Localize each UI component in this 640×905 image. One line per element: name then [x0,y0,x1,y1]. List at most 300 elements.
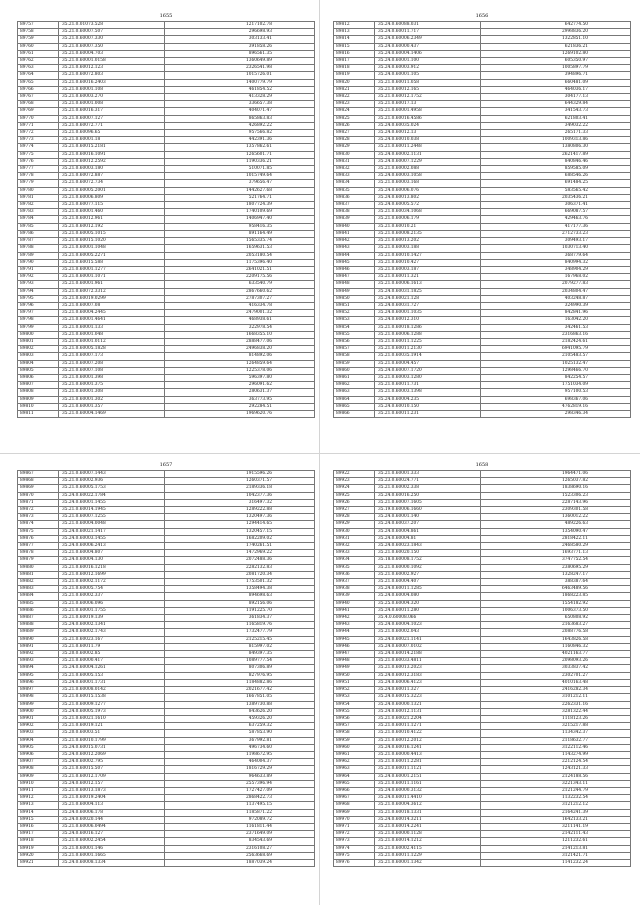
table-row [18,701,315,708]
record-id-cell: 89956 [334,715,375,722]
cadastral-number-cell: 35.21.0.60034.1068 [375,209,481,216]
cadastral-number-cell: 35.24.0.60014.2188 [375,651,481,658]
cadastral-number-cell: 35.21.0.60007.1443 [59,471,165,478]
cadastral-value-cell: 807306.89 [165,665,315,672]
cadastral-number-cell: 35.21.0.60035.1914 [375,353,481,360]
cadastral-number-cell: 35.24.0.60003.1455 [59,535,165,542]
record-id-cell: 89889 [18,629,59,636]
table-row [334,845,631,852]
table-row [334,58,631,65]
cadastral-value-cell: 896561.35 [165,50,315,57]
cadastral-value-cell: 1400779.79 [165,79,315,86]
data-table [17,470,315,867]
cadastral-number-cell: 35.24.0.60002.1743 [59,629,165,636]
cadastral-number-cell: 35.21.0.60014.1212 [375,838,481,845]
record-id-cell: 89884 [18,593,59,600]
record-id-cell: 89801 [18,338,59,345]
cadastral-number-cell: 35.21.0.60002.2454 [59,838,165,845]
table-row [18,209,315,216]
cadastral-number-cell: 35.21.0.60077.115 [59,202,165,209]
cadastral-value-cell: 391858.26 [165,43,315,50]
table-row [18,151,315,158]
cadastral-number-cell: 35.24.0.60012.13 [375,130,481,137]
cadastral-number-cell: 35.21.0.60011.058 [375,79,481,86]
record-id-cell: 89760 [18,43,59,50]
cadastral-value-cell: 6463489.56 [481,586,631,593]
table-row [334,687,631,694]
cadastral-number-cell: 35.24.0.60035.024 [375,122,481,129]
record-id-cell: 89880 [18,564,59,571]
record-id-cell: 89885 [18,600,59,607]
table-row [334,252,631,259]
cadastral-value-cell: 583565.42 [481,187,631,194]
cadastral-value-cell: 379656.47 [165,180,315,187]
record-id-cell: 89832 [334,166,375,173]
table-row [334,607,631,614]
cadastral-number-cell: 35.24.0.60006.076 [375,187,481,194]
cadastral-value-cell: 2212124.54 [481,759,631,766]
cadastral-value-cell: 2496838.20 [165,346,315,353]
cadastral-value-cell: 341543.73 [481,108,631,115]
cadastral-number-cell: 35.21.0.60008.2135 [375,230,481,237]
cadastral-value-cell: 1137495.15 [165,802,315,809]
cadastral-number-cell: 35.21.0.60002.338 [375,485,481,492]
record-id-cell: 89844 [334,252,375,259]
table-row [334,478,631,485]
table-row [18,274,315,281]
record-id-cell: 89809 [18,396,59,403]
cadastral-number-cell: 35.21.0.60007.507 [59,29,165,36]
table-row [18,302,315,309]
cadastral-number-cell: 35.24.0.60004.235 [375,396,481,403]
record-id-cell: 89766 [18,86,59,93]
record-id-cell: 89959 [334,737,375,744]
cadastral-value-cell: 2105483.57 [481,353,631,360]
table-row [334,744,631,751]
table-row [18,687,315,694]
cadastral-value-cell: 1265601.71 [165,151,315,158]
table-row [334,600,631,607]
cadastral-number-cell: 35.21.0.60016.4586 [375,115,481,122]
cadastral-value-cell: 348904.29 [481,266,631,273]
cadastral-number-cell: 35.24.0.60011.280 [375,607,481,614]
table-row [18,144,315,151]
record-id-cell: 89777 [18,166,59,173]
record-id-cell: 89852 [334,310,375,317]
table-row [18,564,315,571]
record-id-cell: 89934 [334,557,375,564]
cadastral-value-cell: 167968.02 [481,274,631,281]
cadastral-number-cell: 35.24.0.60011.717 [375,29,481,36]
record-id-cell: 89765 [18,79,59,86]
cadastral-number-cell: 35.21.0.60006.809 [59,194,165,201]
table-row [18,622,315,629]
table-row [18,36,315,43]
table-row [334,144,631,151]
cadastral-number-cell: 35.21.0.60005.2271 [59,252,165,259]
record-id-cell: 89976 [334,859,375,866]
record-id-cell: 89915 [18,816,59,823]
table-row [18,22,315,29]
record-id-cell: 89967 [334,795,375,802]
cadastral-value-cell: 843626.20 [165,708,315,715]
cadastral-number-cell: 35.21.0.60001.18 [59,137,165,144]
table-row [18,331,315,338]
record-id-cell: 89911 [18,787,59,794]
table-row [18,579,315,586]
cadastral-number-cell: 35.24.0.60008.1334 [59,859,165,866]
record-id-cell: 89850 [334,295,375,302]
record-id-cell: 89757 [18,22,59,29]
cadastral-value-cell: 605350.97 [481,58,631,65]
table-row [18,360,315,367]
table-row [18,471,315,478]
table-row [334,730,631,737]
cadastral-value-cell: 827976.95 [165,672,315,679]
cadastral-value-cell: 964633.89 [165,773,315,780]
table-row [18,600,315,607]
cadastral-number-cell: 35.21.0.60011.321 [375,274,481,281]
record-id-cell: 89808 [18,389,59,396]
cadastral-value-cell: 621803.41 [481,115,631,122]
table-row [18,43,315,50]
table-row [18,288,315,295]
record-id-cell: 89912 [18,795,59,802]
cadastral-number-cell: 35.24.0.60021.1141 [375,636,481,643]
cadastral-value-cell: 309493.17 [481,238,631,245]
cadastral-number-cell: 35.24.0.60012.310 [375,317,481,324]
cadastral-number-cell: 35.21.0.60004.407 [375,579,481,586]
cadastral-value-cell: 2189336.18 [165,485,315,492]
cadastral-value-cell: 1740109.69 [165,209,315,216]
table-row [334,615,631,622]
cadastral-value-cell: 2034804.47 [481,288,631,295]
cadastral-value-cell: 1554182.92 [481,600,631,607]
cadastral-number-cell: 35.24.0.60004.1261 [59,665,165,672]
cadastral-value-cell: 2262331.16 [481,701,631,708]
cadastral-value-cell: 2287143.96 [481,499,631,506]
record-id-cell: 89758 [18,29,59,36]
table-row [18,252,315,259]
cadastral-number-cell: 35.21.0.60021.1610 [59,715,165,722]
cadastral-number-cell: 35.21.0.60019.139 [59,615,165,622]
cadastral-number-cell: 35.21.0.60011.1229 [375,852,481,859]
cadastral-number-cell: 35.21.0.60007.208 [59,360,165,367]
cadastral-value-cell: 304177.13 [481,94,631,101]
cadastral-value-cell: 2712733.23 [481,230,631,237]
table-row [18,115,315,122]
cadastral-value-cell: 840846.46 [481,158,631,165]
record-id-cell: 89968 [334,802,375,809]
table-row [334,514,631,521]
cadastral-number-cell: 35.21.0.60011.2448 [375,144,481,151]
cadastral-value-cell: 459326.20 [165,715,315,722]
page-number: 1656 [475,13,489,19]
cadastral-value-cell: 1354090.47 [481,528,631,535]
record-id-cell: 89929 [334,521,375,528]
cadastral-number-cell: 35.24.0.60011.4410 [375,795,481,802]
record-id-cell: 89854 [334,324,375,331]
record-id-cell: 89952 [334,687,375,694]
cadastral-value-cell: 1143274.99 [481,751,631,758]
cadastral-number-cell: 35.21.0.60004.113 [59,802,165,809]
table-row [18,122,315,129]
cadastral-value-cell: 403248.87 [481,295,631,302]
cadastral-value-cell: 587853.90 [165,730,315,737]
table-row [334,230,631,237]
cadastral-value-cell: 633540.79 [165,281,315,288]
cadastral-number-cell: 35.24.0.60001.1455 [59,499,165,506]
cadastral-value-cell: 2121244.79 [481,787,631,794]
record-id-cell: 89811 [18,410,59,417]
table-row [334,166,631,173]
record-id-cell: 89895 [18,672,59,679]
cadastral-value-cell: 1260371.57 [165,478,315,485]
cadastral-value-cell: 3747752.54 [481,557,631,564]
record-id-cell: 89930 [334,528,375,535]
cadastral-number-cell: 35.21.0.60011.1225 [375,338,481,345]
cadastral-number-cell: 35.24.0.60016.250 [375,492,481,499]
record-id-cell: 89791 [18,266,59,273]
record-id-cell: 89920 [18,852,59,859]
table-row [334,403,631,410]
cadastral-number-cell: 35.21.0.60007.108 [59,367,165,374]
cadastral-value-cell: 1322851.10 [481,36,631,43]
record-id-cell: 89842 [334,238,375,245]
record-id-cell: 89947 [334,651,375,658]
table-row [18,492,315,499]
record-id-cell: 89957 [334,723,375,730]
cadastral-value-cell: 1005897.79 [481,65,631,72]
record-id-cell: 89954 [334,701,375,708]
cadastral-number-cell: 35.21.0.60001.961 [59,281,165,288]
cadastral-number-cell: 35.24.0.60001.1731 [59,679,165,686]
cadastral-number-cell: 35.24.0.60021.128 [375,295,481,302]
cadastral-number-cell: 35.21.0.60005.2001 [59,187,165,194]
table-row [334,701,631,708]
page-top-right [333,12,631,418]
cadastral-value-cell: 1198672.95 [165,751,315,758]
record-id-cell: 89942 [334,615,375,622]
cadastral-value-cell: 1565335.74 [165,238,315,245]
cadastral-value-cell: 2021677.42 [165,687,315,694]
record-id-cell: 89904 [18,737,59,744]
record-id-cell: 89887 [18,615,59,622]
record-id-cell: 89800 [18,331,59,338]
record-id-cell: 89963 [334,766,375,773]
cadastral-number-cell: 35.24.0.60004.1023 [375,622,481,629]
table-row [334,852,631,859]
table-row [334,101,631,108]
cadastral-number-cell: 35.21.0.60004.3612 [375,802,481,809]
record-id-cell: 89827 [334,130,375,137]
table-row [18,72,315,79]
record-id-cell: 89863 [334,389,375,396]
cadastral-number-cell: 35.21.0.60003.1280 [375,374,481,381]
record-id-cell: 89972 [334,831,375,838]
cadastral-value-cell: 2282132.83 [165,564,315,571]
table-row [18,403,315,410]
cadastral-value-cell: 521764.71 [165,194,315,201]
table-row [334,780,631,787]
cadastral-value-cell: 1360649.89 [165,58,315,65]
cadastral-number-cell: 35.24.0.60012.1131 [375,708,481,715]
table-row [334,216,631,223]
cadastral-number-cell: 35.21.0.60008.0142 [59,687,165,694]
record-id-cell: 89919 [18,845,59,852]
cadastral-number-cell: 35.21.0.60014.2241 [375,823,481,830]
cadastral-number-cell: 35.21.0.60001.4958 [375,108,481,115]
cadastral-number-cell: 35.21.0.60015.1020 [59,238,165,245]
table-row [18,310,315,317]
cadastral-value-cell: 865863.83 [165,115,315,122]
cadastral-value-cell: 1887039.24 [165,859,315,866]
record-id-cell: 89871 [18,499,59,506]
record-id-cell: 89820 [334,79,375,86]
cadastral-value-cell: 1118123.26 [481,715,631,722]
table-row [334,579,631,586]
table-row [18,744,315,751]
cadastral-value-cell: 388387.64 [481,579,631,586]
cadastral-number-cell: 35.21.0.60002.1172 [59,579,165,586]
table-row [18,108,315,115]
table-row [334,324,631,331]
cadastral-value-cell: 3101212.11 [481,694,631,701]
record-id-cell: 89826 [334,122,375,129]
cadastral-number-cell: 35.24.0.60007.1229 [375,158,481,165]
cadastral-value-cell: 349032.22 [481,122,631,129]
cadastral-value-cell: 957566.82 [165,130,315,137]
table-row [18,86,315,93]
cadastral-number-cell: 35.24.0.60004.1406 [375,50,481,57]
record-id-cell: 89939 [334,593,375,600]
cadastral-value-cell: 1217102.78 [165,22,315,29]
cadastral-number-cell: 35.21.0.60003.1398 [375,389,481,396]
cadastral-number-cell: 35.24.0.60020.144 [59,816,165,823]
record-id-cell: 89792 [18,274,59,281]
cadastral-value-cell: 4021163.77 [481,651,631,658]
table-row [334,622,631,629]
cadastral-value-cell: 163042.20 [481,317,631,324]
record-id-cell: 89941 [334,607,375,614]
record-id-cell: 89835 [334,187,375,194]
cadastral-number-cell: 35.21.0.60012.2592 [59,158,165,165]
table-row [334,831,631,838]
cadastral-number-cell: 35.24.0.60004.81 [375,535,481,542]
record-id-cell: 89928 [334,514,375,521]
record-id-cell: 89785 [18,223,59,230]
table-row [18,187,315,194]
table-row [18,528,315,535]
table-row [18,389,315,396]
cadastral-number-cell: 35.24.0.60001.105 [375,72,481,79]
cadastral-value-cell: 1025132.47 [481,360,631,367]
cadastral-value-cell: 1264859.64 [165,360,315,367]
table-row [334,151,631,158]
cadastral-number-cell: 35.21.0.60001.1342 [375,859,481,866]
cadastral-number-cell: 35.21.0.60019.2404 [59,795,165,802]
table-row [18,396,315,403]
cadastral-number-cell: 35.21.0.60007.08 [59,302,165,309]
cadastral-number-cell: 35.21.0.60019.0299 [59,295,165,302]
table-row [18,158,315,165]
record-id-cell: 89813 [334,29,375,36]
table-row [334,629,631,636]
cadastral-number-cell: 35.21.0.60001.1665 [59,852,165,859]
cadastral-number-cell: 35.21.0.60001.375 [59,382,165,389]
cadastral-number-cell: 35.24.0.60007.1720 [375,367,481,374]
cadastral-value-cell: 394896.71 [481,72,631,79]
record-id-cell: 89860 [334,367,375,374]
cadastral-number-cell: 35.24.0.60001.100 [375,58,481,65]
record-id-cell: 89794 [18,288,59,295]
cadastral-number-cell: 35.21.0.60000.4413 [375,751,481,758]
cadastral-value-cell: 859585.09 [481,166,631,173]
cadastral-number-cell: 35.24.0.60013.802 [375,194,481,201]
table-row [334,715,631,722]
cadastral-value-cell: 3033837.42 [481,665,631,672]
cadastral-value-cell: 2479001.32 [165,310,315,317]
record-id-cell: 89867 [18,471,59,478]
record-id-cell: 89831 [334,158,375,165]
record-id-cell: 89824 [334,108,375,115]
record-id-cell: 89815 [334,43,375,50]
cadastral-number-cell: 35.24.0.60088.031 [375,22,481,29]
record-id-cell: 89828 [334,137,375,144]
cadastral-number-cell: 35.24.0.60002.1341 [59,622,165,629]
record-id-cell: 89923 [334,478,375,485]
cadastral-value-cell: 464036.17 [481,86,631,93]
record-id-cell: 89888 [18,622,59,629]
cadastral-value-cell: 322978.54 [165,324,315,331]
cadastral-number-cell: 35.21.0.60096.65 [59,130,165,137]
record-id-cell: 89830 [334,151,375,158]
cadastral-value-cell: 958416.35 [165,223,315,230]
cadastral-number-cell: 35.24.0.60000.3132 [375,787,481,794]
record-id-cell: 89865 [334,403,375,410]
record-id-cell: 89787 [18,238,59,245]
record-id-cell: 89944 [334,629,375,636]
cadastral-number-cell: 35.24.0.60012.2069 [59,751,165,758]
cadastral-value-cell: 815997.02 [165,643,315,650]
record-id-cell: 89790 [18,259,59,266]
cadastral-number-cell: 35.21.0.60010.427 [375,259,481,266]
cadastral-number-cell: 35.21.0.60011.231 [375,410,481,417]
record-id-cell: 89948 [334,658,375,665]
cadastral-value-cell: 2035436.21 [481,194,631,201]
cadastral-value-cell: 3211141.19 [481,823,631,830]
cadastral-value-cell: 4010163.48 [481,679,631,686]
record-id-cell: 89853 [334,317,375,324]
table-row [18,831,315,838]
cadastral-number-cell: 35.21.0.60013.1873 [59,787,165,794]
cadastral-number-cell: 35.4.0.60008.066 [375,615,481,622]
record-id-cell: 89851 [334,302,375,309]
cadastral-number-cell: 35.21.0.60072.3312 [59,288,165,295]
table-row [334,43,631,50]
table-row [18,845,315,852]
cadastral-value-cell: 691484.25 [481,180,631,187]
cadastral-number-cell: 35.21.0.60001.308 [59,389,165,396]
cadastral-number-cell: 35.21.0.60001.048 [59,331,165,338]
record-id-cell: 89825 [334,115,375,122]
cadastral-value-cell: 2787307.27 [165,295,315,302]
record-id-cell: 89810 [18,403,59,410]
data-table [17,21,315,418]
cadastral-value-cell: 1964471.06 [481,471,631,478]
table-row [18,180,315,187]
cadastral-number-cell: 35.21.0.60011.2281 [375,759,481,766]
